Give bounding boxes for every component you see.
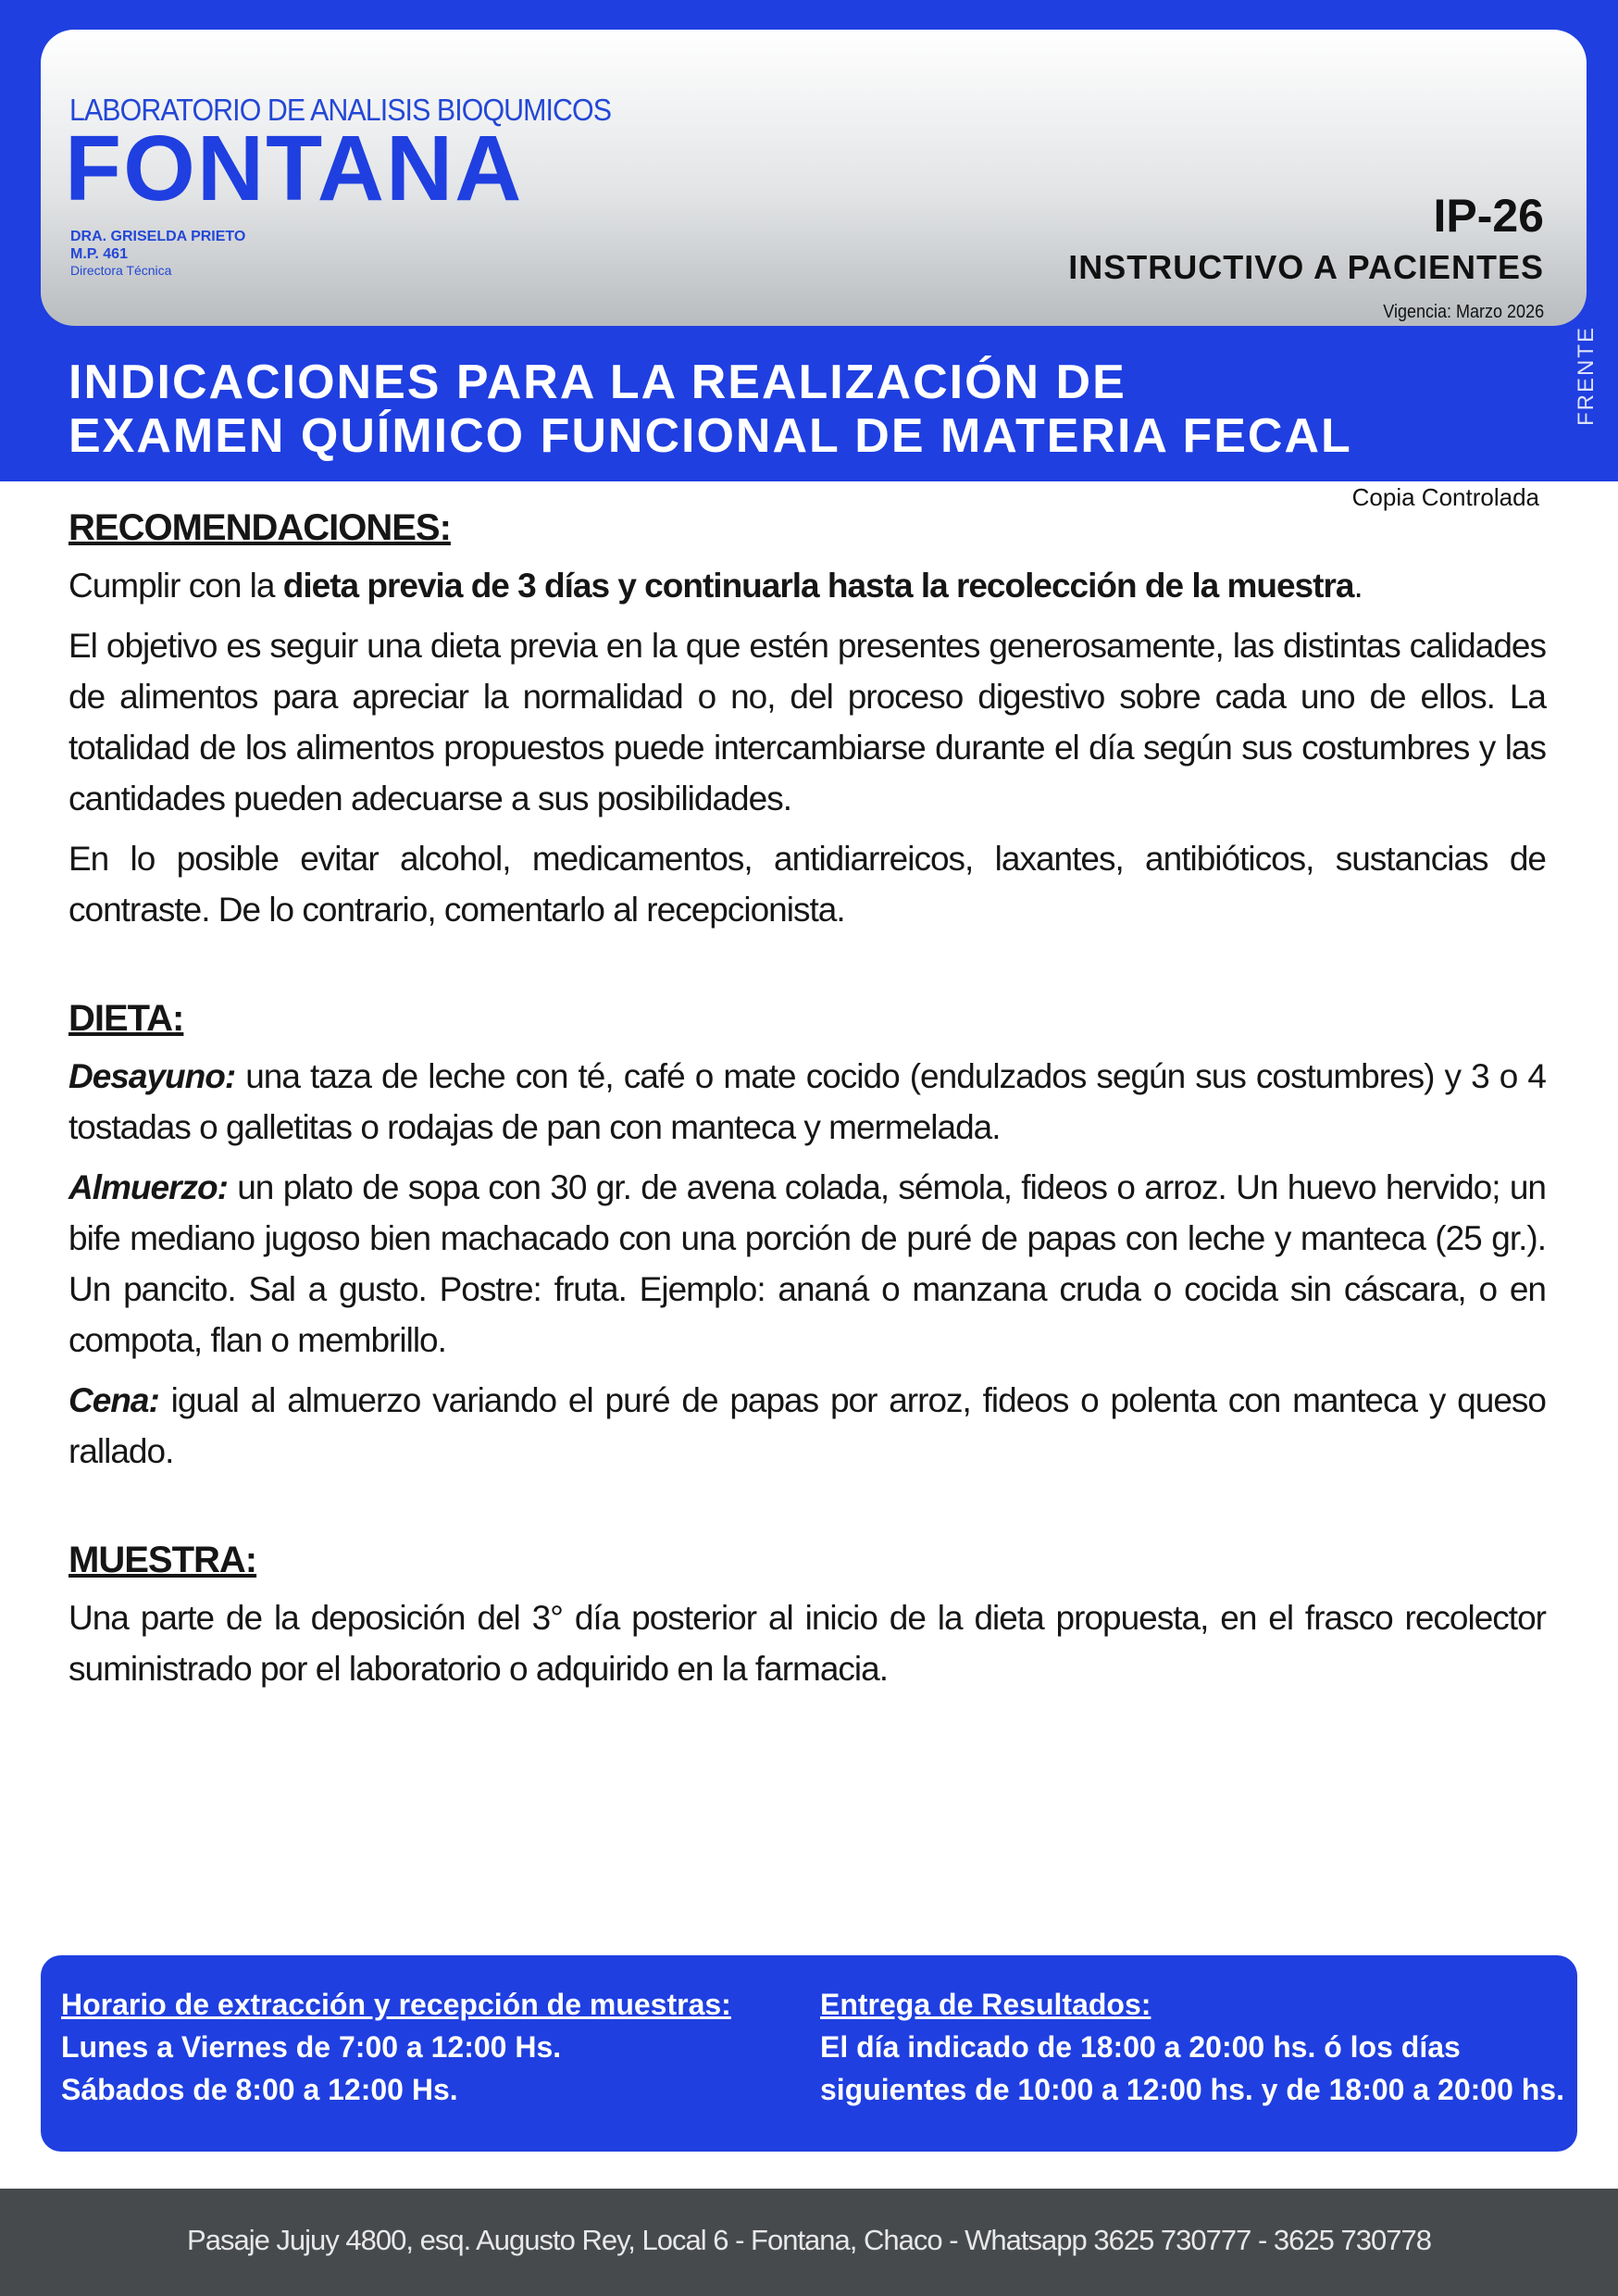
recomendaciones-paragraph-2: El objetivo es seguir una dieta previa en la que estén presentes generosamente, las distintas calidades de alimentos para apreciar la normalidad o no, del proceso digestivo sobre cada uno de ellos. La totalidad de los alimentos propuestos puede intercambiarse durante el día según sus costumbres y las cantidades pueden adecuarse a sus posibilidades. [68,627,1546,817]
title-line-2: EXAMEN QUÍMICO FUNCIONAL DE MATERIA FECAL [68,409,1352,463]
dieta-cena [68,1375,1546,1477]
dieta-heading: DIETA: [68,998,184,1039]
address-bar [0,2189,1618,2296]
recomendaciones-heading: RECOMENDACIONES: [68,507,451,548]
director-info [70,228,245,279]
page-title [68,356,1352,463]
side-label: FRENTE [1574,326,1599,426]
director-license: M.P. 461 [70,246,128,263]
extraction-heading: Horario de extracción y recepción de muestras: [61,1988,731,2021]
document-code: IP-26 [1433,190,1544,242]
bold-text: dieta previa de 3 días y continuarla hasta la recolección de la muestra [282,567,1354,605]
recomendaciones-paragraph-3: En lo posible evitar alcohol, medicamentos, antidiarreicos, laxantes, antibióticos, sustancias de contraste. De lo contrario, comentarlo al recepcionista. [68,840,1546,929]
desayuno-text: una taza de leche con té, café o mate cocido (endulzados según sus costumbres) y 3 o 4 tostadas o galletitas o rodajas de pan con manteca y mermelada. [68,1057,1546,1146]
cena-text: igual al almuerzo variando el puré de papas por arroz, fideos o polenta con manteca y queso rallado. [68,1381,1546,1470]
text-span: Cumplir con la [68,567,283,605]
muestra-heading: MUESTRA: [68,1540,257,1580]
lab-subtitle: LABORATORIO DE ANALISIS BIOQUMICOS [69,93,612,127]
dieta-desayuno [68,1051,1546,1153]
results-line-1: El día indicado de 18:00 a 20:00 hs. ó los días [820,2030,1461,2064]
saturday-hours: Sábados de 8:00 a 12:00 Hs. [61,2073,458,2106]
muestra-paragraph: Una parte de la deposición del 3° día posterior al inicio de la dieta propuesta, en el frasco recolector suministrado por el laboratorio o adquirido en la farmacia. [68,1599,1546,1688]
almuerzo-text: un plato de sopa con 30 gr. de avena colada, sémola, fideos o arroz. Un huevo hervido; un bife mediano jugoso bien machacado con una porción de puré de papas con leche y manteca (25 gr.). Un pancito. Sal a gusto. Postre: fruta. Ejemplo: ananá o manzana cruda o cocida sin cáscara, o en compota, flan o membrillo. [68,1168,1546,1359]
results-line-2: siguientes de 10:00 a 12:00 hs. y de 18:00 a 20:00 hs. [820,2073,1564,2106]
director-role: Directora Técnica [70,263,172,279]
title-line-1: INDICACIONES PARA LA REALIZACIÓN DE [68,356,1126,409]
address-text: Pasaje Jujuy 4800, esq. Augusto Rey, Local 6 - Fontana, Chaco - Whatsapp 3625 730777 - 3625 730778 [187,2224,1431,2256]
director-name: DRA. GRISELDA PRIETO [70,229,246,244]
cena-label: Cena: [68,1381,159,1419]
almuerzo-label: Almuerzo: [68,1168,228,1206]
validity-date: Vigencia: Marzo 2026 [1383,302,1544,322]
controlled-copy-label: Copia Controlada [1351,483,1539,511]
text-span: . [1353,567,1363,605]
document-body [68,507,1546,1703]
extraction-schedule [61,1983,731,2111]
lab-logo-name: FONTANA [65,117,524,220]
dieta-almuerzo [68,1162,1546,1366]
weekday-hours: Lunes a Viernes de 7:00 a 12:00 Hs. [61,2030,562,2064]
results-schedule [820,1983,1564,2111]
results-heading: Entrega de Resultados: [820,1988,1151,2021]
recomendaciones-paragraph-1 [68,560,1546,611]
document-type: INSTRUCTIVO A PACIENTES [1068,248,1544,286]
schedule-box [41,1955,1577,2152]
desayuno-label: Desayuno: [68,1057,236,1095]
